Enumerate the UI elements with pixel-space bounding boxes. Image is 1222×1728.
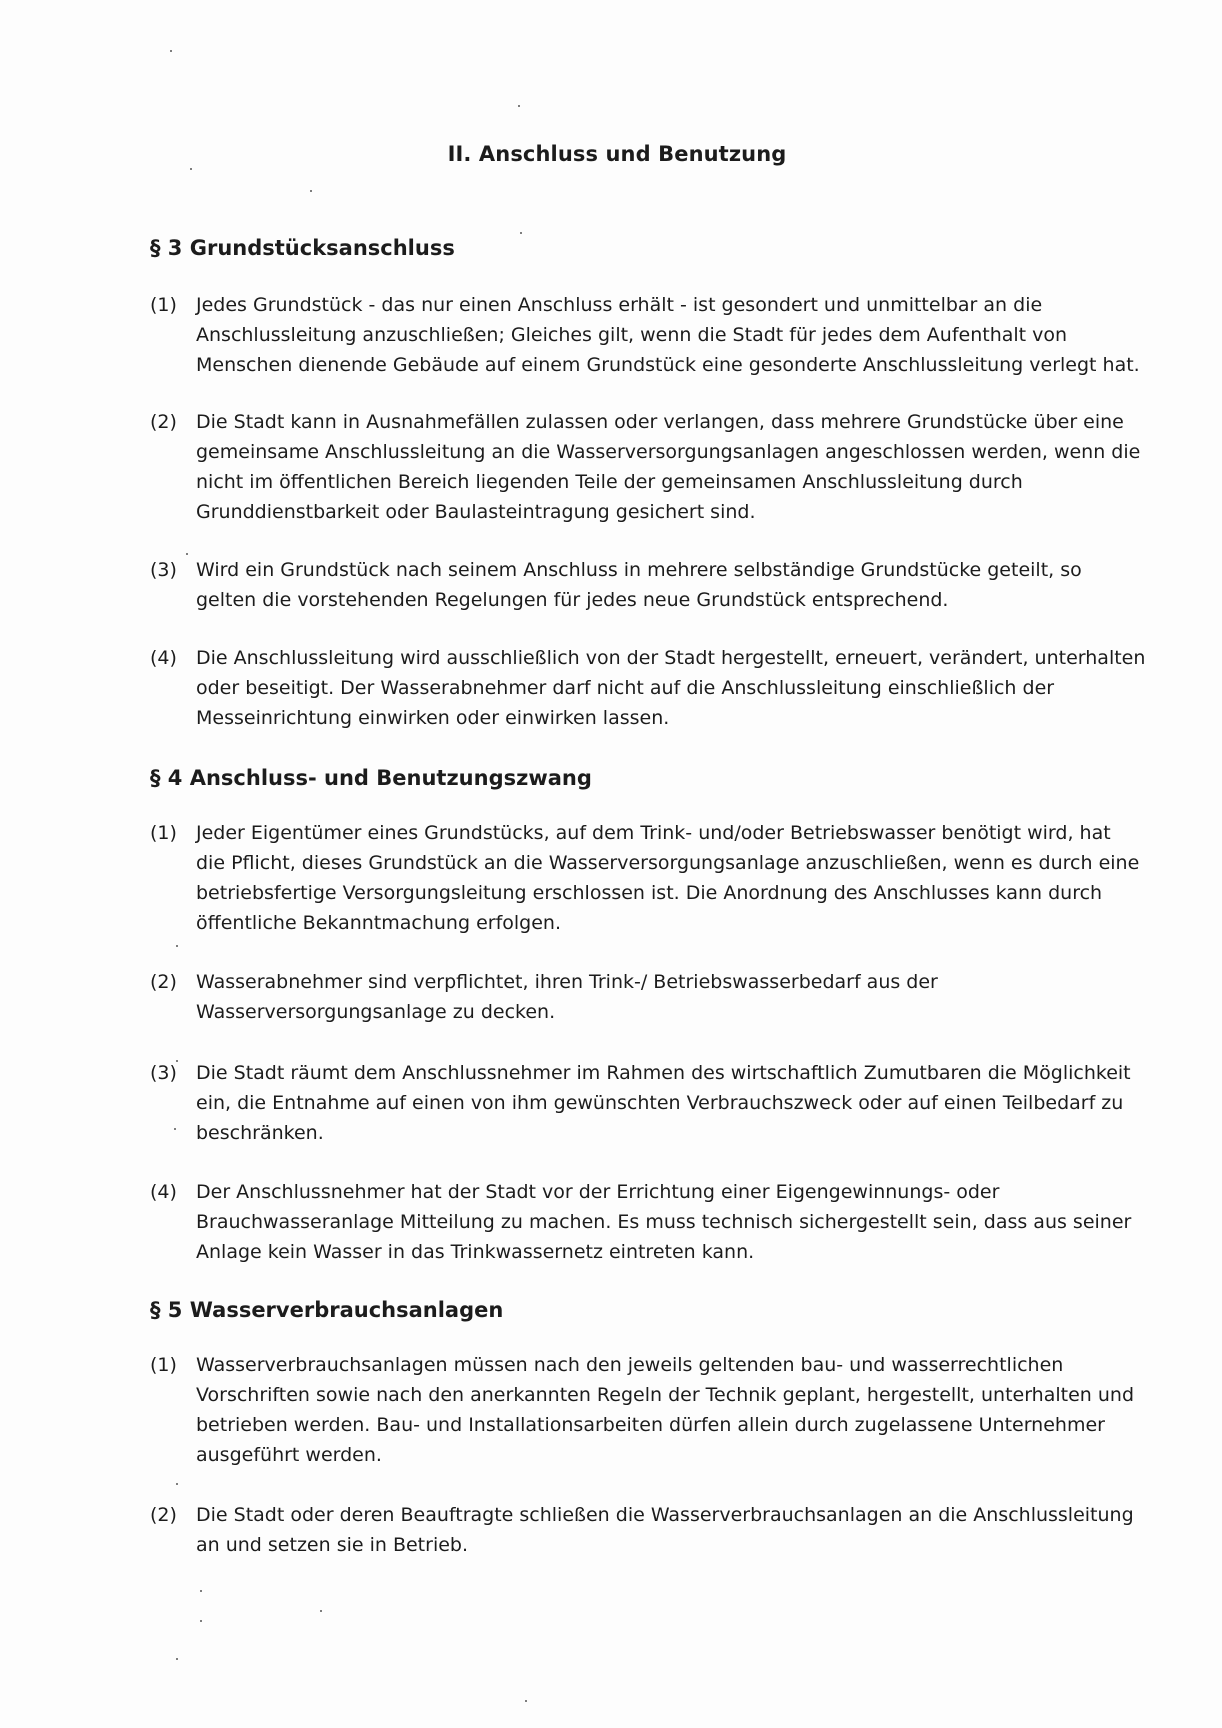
text-line: Jedes Grundstück - das nur einen Anschluss erhält - ist gesondert und unmittelbar an die [196,294,1043,316]
scan-speck [170,50,172,52]
text-line: Menschen dienende Gebäude auf einem Grundstück eine gesonderte Anschlussleitung verlegt hat. [196,354,1140,376]
text-line: Brauchwasseranlage Mitteilung zu machen. Es muss technisch sichergestellt sein, dass aus seiner [196,1211,1132,1233]
text-line: die Pflicht, dieses Grundstück an die Wasserversorgungsanlage anzuschließen, wenn es durch eine [196,852,1140,874]
text-line: Die Stadt räumt dem Anschlussnehmer im Rahmen des wirtschaftlich Zumutbaren die Möglichkeit [196,1062,1131,1084]
paragraph-number: (2) [150,1504,177,1526]
text-line: ausgeführt werden. [196,1444,382,1466]
paragraph-text [196,1500,1134,1560]
paragraph-text [196,1058,1131,1148]
scan-speck [518,105,520,107]
scan-speck [174,1128,176,1130]
paragraph-text [196,1350,1134,1470]
text-line: Wasserabnehmer sind verpflichtet, ihren Trink-/ Betriebswasserbedarf aus der [196,971,938,993]
paragraph-number: (3) [150,559,177,581]
paragraph-text [196,818,1139,938]
text-line: Messeinrichtung einwirken oder einwirken lassen. [196,707,670,729]
paragraph-5-1 [150,1350,1135,1470]
scan-speck [190,168,192,170]
scan-speck [186,553,188,555]
paragraph-3-2 [150,407,1141,527]
paragraph-number: (3) [150,1062,177,1084]
paragraph-text [196,967,1080,1027]
text-line: an und setzen sie in Betrieb. [196,1534,469,1556]
paragraph-3-4 [150,643,1146,733]
text-line: Anlage kein Wasser in das Trinkwassernetz eintreten kann. [196,1241,755,1263]
paragraph-number: (2) [150,971,177,993]
scan-speck [520,232,522,234]
section-heading-4: § 4 Anschluss- und Benutzungszwang [150,766,592,790]
scan-speck [200,1590,202,1592]
paragraph-3-1 [150,290,1140,380]
paragraph-text [196,643,1145,733]
scan-speck [525,1700,527,1702]
text-line: Die Stadt oder deren Beauftragte schließen die Wasserverbrauchsanlagen an die Anschlussleitung [196,1504,1134,1526]
text-line: Vorschriften sowie nach den anerkannten Regeln der Technik geplant, hergestellt, unterhalten und [196,1384,1135,1406]
scan-speck [176,945,178,947]
text-line: Jeder Eigentümer eines Grundstücks, auf dem Trink- und/oder Betriebswasser benötigt wird, hat [196,822,1111,844]
text-line: beschränken. [196,1122,324,1144]
section-heading-5: § 5 Wasserverbrauchsanlagen [150,1298,504,1322]
paragraph-number: (1) [150,822,177,844]
paragraph-text [196,1177,1131,1267]
paragraph-number: (1) [150,294,177,316]
paragraph-text [196,555,1082,615]
text-line: Der Anschlussnehmer hat der Stadt vor der Errichtung einer Eigengewinnungs- oder [196,1181,1000,1203]
scan-speck [200,1620,202,1622]
paragraph-4-1 [150,818,1140,938]
paragraph-number: (4) [150,1181,177,1203]
paragraph-5-2 [150,1500,1134,1560]
text-line: Anschlussleitung anzuschließen; Gleiches gilt, wenn die Stadt für jedes dem Aufenthalt von [196,324,1068,346]
paragraph-4-3 [150,1058,1131,1148]
chapter-title: II. Anschluss und Benutzung [447,142,787,166]
paragraph-3-3 [150,555,1080,615]
paragraph-text [196,290,1140,380]
text-line: gemeinsame Anschlussleitung an die Wasserversorgungsanlagen angeschlossen werden, wenn die [196,441,1141,463]
scan-speck [176,1483,178,1485]
text-line: Grunddienstbarkeit oder Baulasteintragung gesichert sind. [196,501,756,523]
paragraph-number: (4) [150,647,177,669]
text-line: nicht im öffentlichen Bereich liegenden Teile der gemeinsamen Anschlussleitung durch [196,471,1023,493]
text-line: ein, die Entnahme auf einen von ihm gewünschten Verbrauchszweck oder auf einen Teilbedarf zu [196,1092,1124,1114]
text-line: oder beseitigt. Der Wasserabnehmer darf nicht auf die Anschlussleitung einschließlich der [196,677,1055,699]
text-line: öffentliche Bekanntmachung erfolgen. [196,912,561,934]
scan-speck [176,1060,178,1062]
scan-speck [320,1610,322,1612]
paragraph-number: (2) [150,411,177,433]
scan-speck [310,190,312,192]
text-line: Die Anschlussleitung wird ausschließlich von der Stadt hergestellt, erneuert, verändert, unterhalten [196,647,1146,669]
text-line: gelten die vorstehenden Regelungen für jedes neue Grundstück entsprechend. [196,589,949,611]
text-line: Die Stadt kann in Ausnahmefällen zulassen oder verlangen, dass mehrere Grundstücke über eine [196,411,1124,433]
text-line: Wird ein Grundstück nach seinem Anschluss in mehrere selbständige Grundstücke geteilt, so [196,559,1082,581]
scan-speck [176,1658,178,1660]
paragraph-number: (1) [150,1354,177,1376]
paragraph-4-2 [150,967,1080,1027]
paragraph-4-4 [150,1177,1132,1267]
paragraph-text [196,407,1140,527]
text-line: Wasserverbrauchsanlagen müssen nach den jeweils geltenden bau- und wasserrechtlichen [196,1354,1064,1376]
text-line: betriebsfertige Versorgungsleitung erschlossen ist. Die Anordnung des Anschlusses kann durch [196,882,1103,904]
text-line: betrieben werden. Bau- und Installationsarbeiten dürfen allein durch zugelassene Unternehmer [196,1414,1105,1436]
text-line: Wasserversorgungsanlage zu decken. [196,1001,556,1023]
section-heading-3: § 3 Grundstücksanschluss [150,236,455,260]
